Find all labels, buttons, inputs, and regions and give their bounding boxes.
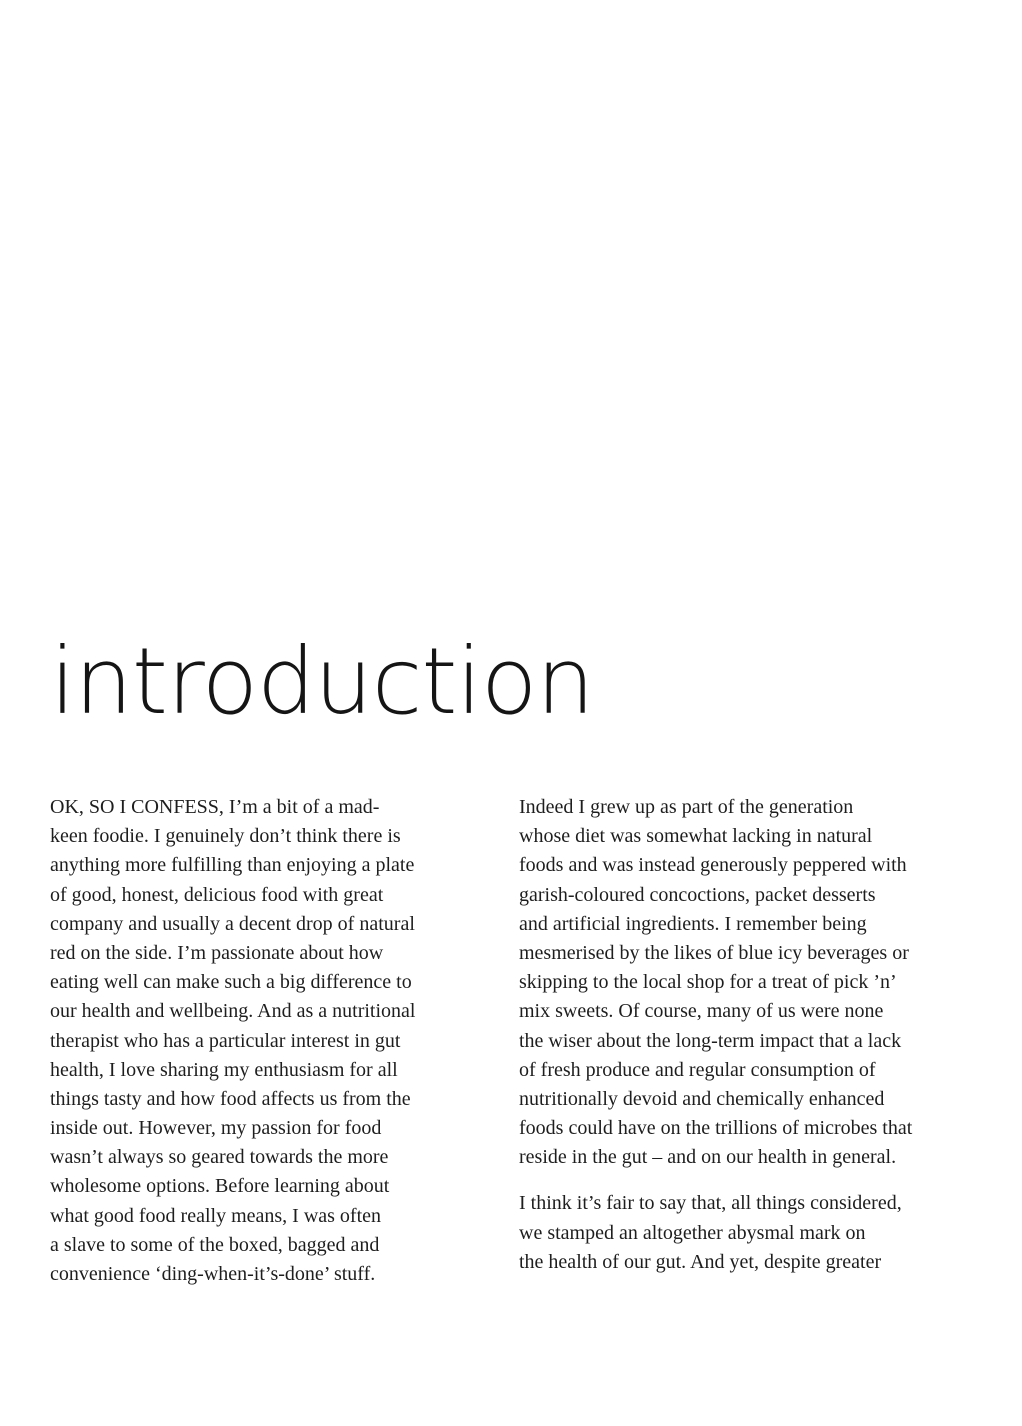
text-line: skipping to the local shop for a treat of pick ’n’ — [519, 971, 897, 994]
text-line: anything more fulfilling than enjoying a plate — [50, 854, 415, 877]
text-line: and artificial ingredients. I remember being — [519, 912, 867, 935]
text-line: things tasty and how food affects us from the — [50, 1087, 411, 1110]
text-line: the health of our gut. And yet, despite greater — [519, 1250, 882, 1273]
text-line: OK, SO I CONFESS, I’m a bit of a mad- — [50, 796, 380, 818]
text-line: I think it’s fair to say that, all things considered, — [519, 1192, 902, 1215]
paragraph — [519, 793, 959, 1172]
text-line: keen foodie. I genuinely don’t think there is — [50, 825, 401, 848]
text-line: garish-coloured concoctions, packet desserts — [519, 883, 876, 906]
text-line: nutritionally devoid and chemically enhanced — [519, 1087, 885, 1110]
text-line: company and usually a decent drop of natural — [50, 912, 415, 935]
right-column — [519, 793, 959, 1277]
text-line: wasn’t always so geared towards the more — [50, 1146, 389, 1169]
text-line: whose diet was somewhat lacking in natural — [519, 825, 873, 848]
text-line: a slave to some of the boxed, bagged and — [50, 1233, 380, 1256]
chapter-heading: introduction — [50, 628, 594, 735]
text-line: red on the side. I’m passionate about how — [50, 941, 384, 964]
text-line: Indeed I grew up as part of the generation — [519, 796, 854, 818]
text-line: therapist who has a particular interest in gut — [50, 1029, 401, 1052]
text-line: foods and was instead generously peppered with — [519, 854, 907, 877]
paragraph — [519, 1189, 959, 1277]
text-line: mesmerised by the likes of blue icy beverages or — [519, 941, 909, 964]
text-line: foods could have on the trillions of microbes that — [519, 1117, 913, 1140]
text-line: what good food really means, I was often — [50, 1204, 382, 1227]
left-column — [50, 793, 490, 1289]
paragraph-spacer — [519, 1172, 959, 1189]
text-line: reside in the gut – and on our health in general. — [519, 1146, 897, 1169]
text-line: health, I love sharing my enthusiasm for all — [50, 1058, 398, 1081]
text-line: convenience ‘ding-when-it’s-done’ stuff. — [50, 1263, 376, 1285]
text-line: eating well can make such a big difference to — [50, 971, 412, 994]
text-line: wholesome options. Before learning about — [50, 1175, 390, 1198]
text-line: of good, honest, delicious food with great — [50, 883, 384, 906]
text-line: mix sweets. Of course, many of us were none — [519, 1000, 884, 1023]
text-line: the wiser about the long-term impact that a lack — [519, 1029, 902, 1052]
text-line: our health and wellbeing. And as a nutritional — [50, 1000, 416, 1023]
text-line: of fresh produce and regular consumption of — [519, 1058, 876, 1081]
text-line: we stamped an altogether abysmal mark on — [519, 1221, 866, 1244]
text-line: inside out. However, my passion for food — [50, 1117, 382, 1140]
